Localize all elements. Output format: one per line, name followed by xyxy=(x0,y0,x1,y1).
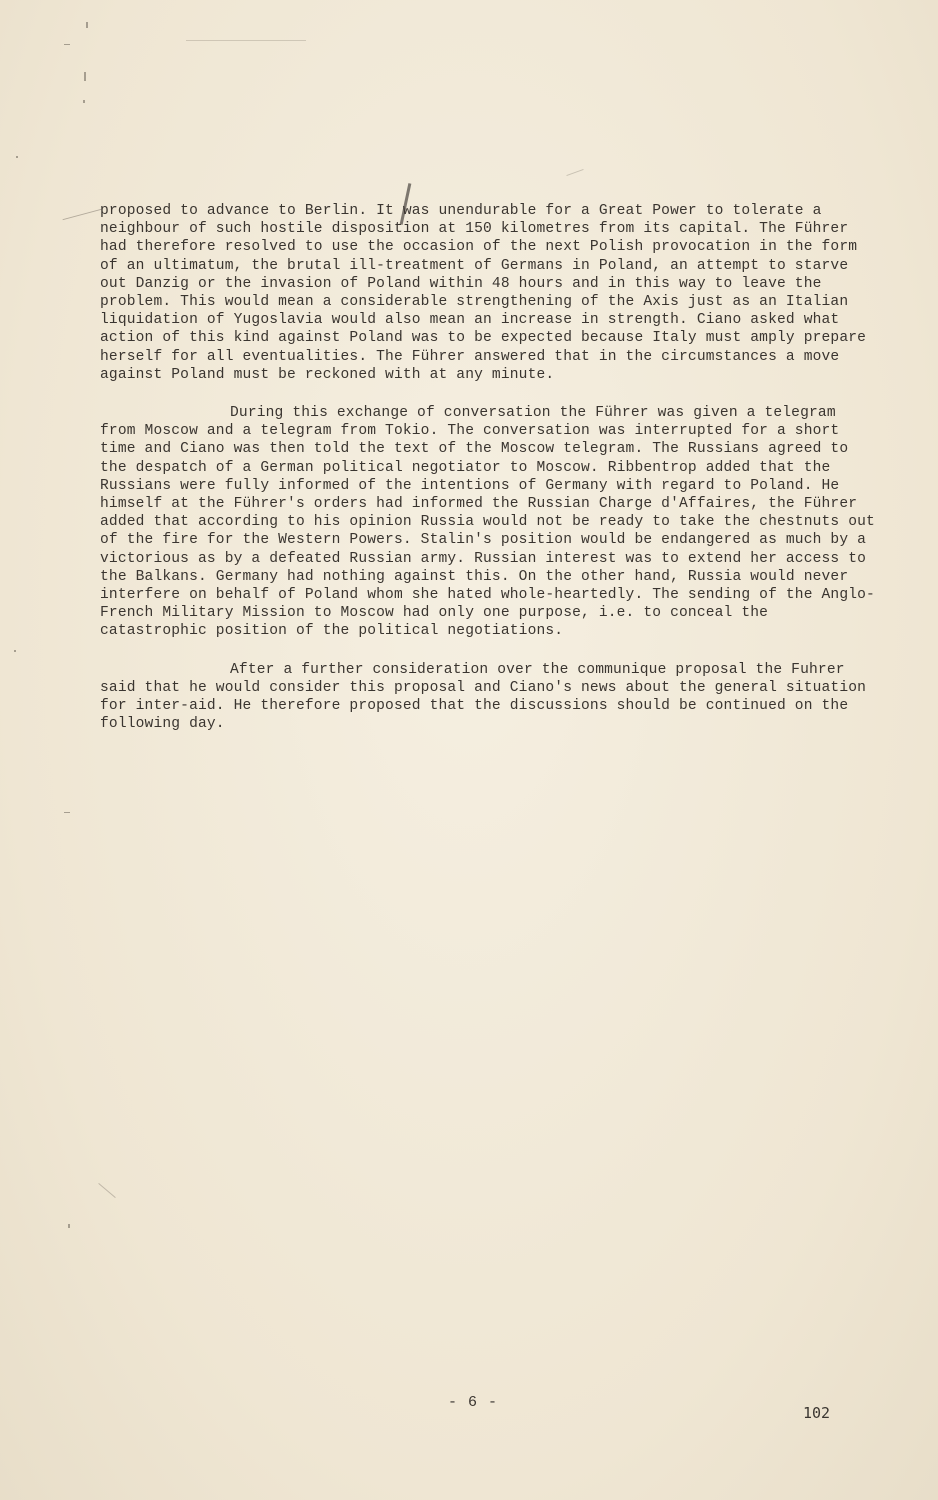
page-number: - 6 - xyxy=(448,1394,499,1411)
document-number: 102 xyxy=(803,1404,831,1422)
paragraph-1: proposed to advance to Berlin. It was unendurable for a Great Power to tolerate a neighbour of such hostile disposition at 150 kilometres from its capital. The Führer had therefore resolved to use the occasion of the next Polish provocation in the form of an ultimatum, the brutal ill-treatment of Germans in Poland, an attempt to starve out Danzig or the invasion of Poland within 48 hours and in this way to leave the problem. This would mean a considerable strengthening of the Axis just as an Italian liquidation of Yugoslavia would also mean an increase in strength. Ciano asked what action of this kind against Poland was to be expected because Italy must amply prepare herself for all eventualities. The Führer answered that in the circumstances a move against Poland must be reckoned with at any minute. xyxy=(100,203,867,383)
scan-speck xyxy=(186,40,306,41)
scan-speck xyxy=(83,100,85,103)
scan-speck xyxy=(64,812,70,813)
scan-speck xyxy=(64,44,70,45)
scan-speck xyxy=(63,209,102,220)
scan-speck xyxy=(14,650,16,652)
document-body xyxy=(100,202,875,753)
scan-speck xyxy=(16,156,18,158)
scan-speck xyxy=(86,22,88,28)
scan-speck xyxy=(84,72,86,81)
paragraph-3: After a further consideration over the communique proposal the Fuhrer said that he would consider this proposal and Ciano's news about the general situation for inter-aid. He therefore proposed that the discussions should be continued on the following day. xyxy=(100,661,867,733)
paragraph-2: During this exchange of conversation the Führer was given a telegram from Moscow and a telegram from Tokio. The conversation was interrupted for a short time and Ciano was then told the text of the Moscow telegram. The Russians agreed to the despatch of a German political negotiator to Moscow. Ribbentrop added that the Russians were fully informed of the intentions of Germany with regard to Poland. He himself at the Führer's orders had informed the Russian Charge d'Affaires, the Führer added that according to his opinion Russia would not be ready to take the chestnuts out of the fire for the Western Powers. Stalin's position would be endangered as much by a victorious as by a defeated Russian army. Russian interest was to extend her access to the Balkans. Germany had nothing against this. On the other hand, Russia would never interfere on behalf of Poland whom she hated whole-heartedly. The sending of the Anglo-French Military Mission to Moscow had only one purpose, i.e. to conceal the catastrophic position of the political negotiations. xyxy=(100,405,875,640)
scan-speck xyxy=(566,169,583,176)
scan-speck xyxy=(68,1224,70,1228)
scan-speck xyxy=(98,1183,115,1198)
